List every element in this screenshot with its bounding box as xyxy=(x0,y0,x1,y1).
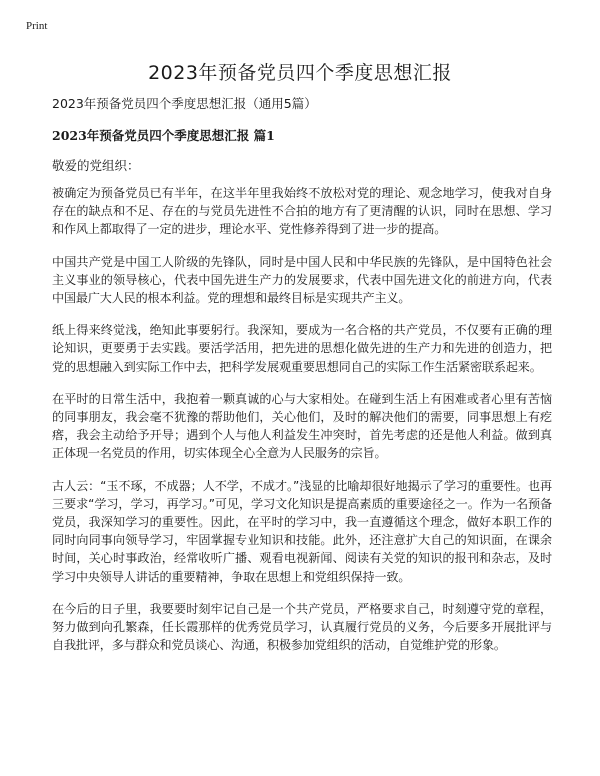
body-paragraph: 在平时的日常生活中，我抱着一颗真诚的心与大家相处。在碰到生活上有困难或者心里有苦恼的同事朋友，我会毫不犹豫的帮助他们，关心他们，及时的解决他们的需要，同事思想上有疙瘩，我会主动给予开导；遇到个人与他人利益发生冲突时，首先考虑的还是他人利益。做到真正体现一名党员的作用，切实体现全心全意为人民服务的宗旨。 xyxy=(52,391,552,461)
document-subtitle: 2023年预备党员四个季度思想汇报（通用5篇） xyxy=(52,96,317,111)
body-paragraph: 中国共产党是中国工人阶级的先锋队，同时是中国人民和中华民族的先锋队，是中国特色社会主义事业的领导核心，代表中国先进生产力的发展要求，代表中国先进文化的前进方向，代表中国最广大人民的根本利益。党的理想和最终目标是实现共产主义。 xyxy=(52,254,552,306)
page-title: 2023年预备党员四个季度思想汇报 xyxy=(148,62,452,84)
body-paragraph: 纸上得来终觉浅，绝知此事要躬行。我深知，要成为一名合格的共产党员，不仅要有正确的理论知识，更要勇于去实践。要活学活用，把先进的思想化做先进的生产力和先进的创造力，把党的思想融入到实际工作中去，把科学发展观重要思想同自己的实际工作生活紧密联系起来。 xyxy=(52,323,552,374)
section-heading: 2023年预备党员四个季度思想汇报 篇1 xyxy=(52,128,275,143)
body-paragraph: 古人云：“玉不琢，不成器；人不学，不成才。”浅显的比喻却很好地揭示了学习的重要性。也再三要求“学习，学习，再学习。”可见，学习文化知识是提高素质的重要途径之一。作为一名预备党员，我深知学习的重要性。因此，在平时的学习中，我一直遵循这个理念，做好本职工作的同时向同事向领导学习，牢固掌握专业知识和技能。此外，还注意扩大自己的知识面，在课余时间，关心时事政治，经常收听广播、观看电视新闻、阅读有关党的知识的报刊和杂志，及时学习中央领导人讲话的重要精神，争取在思想上和党组织保持一致。 xyxy=(52,478,552,584)
salutation: 敬爱的党组织： xyxy=(52,158,140,173)
body-paragraph: 在今后的日子里，我要要时刻牢记自己是一个共产党员，严格要求自己，时刻遵守党的章程，努力做到向孔繁森，任长霞那样的优秀党员学习，认真履行党员的义务，今后要多开展批评与自我批评，多与群众和党员谈心、沟通，积极参加党组织的活动，自觉维护党的形象。 xyxy=(52,601,552,653)
document-body xyxy=(52,184,552,668)
body-paragraph: 被确定为预备党员已有半年，在这半年里我始终不放松对党的理论、观念地学习，使我对自身存在的缺点和不足、存在的与党员先进性不合拍的地方有了更清醒的认识，同时在思想、学习和作风上都取得了一定的进步，理论水平、党性修养得到了进一步的提高。 xyxy=(52,186,552,237)
print-link[interactable]: Print xyxy=(26,20,48,32)
